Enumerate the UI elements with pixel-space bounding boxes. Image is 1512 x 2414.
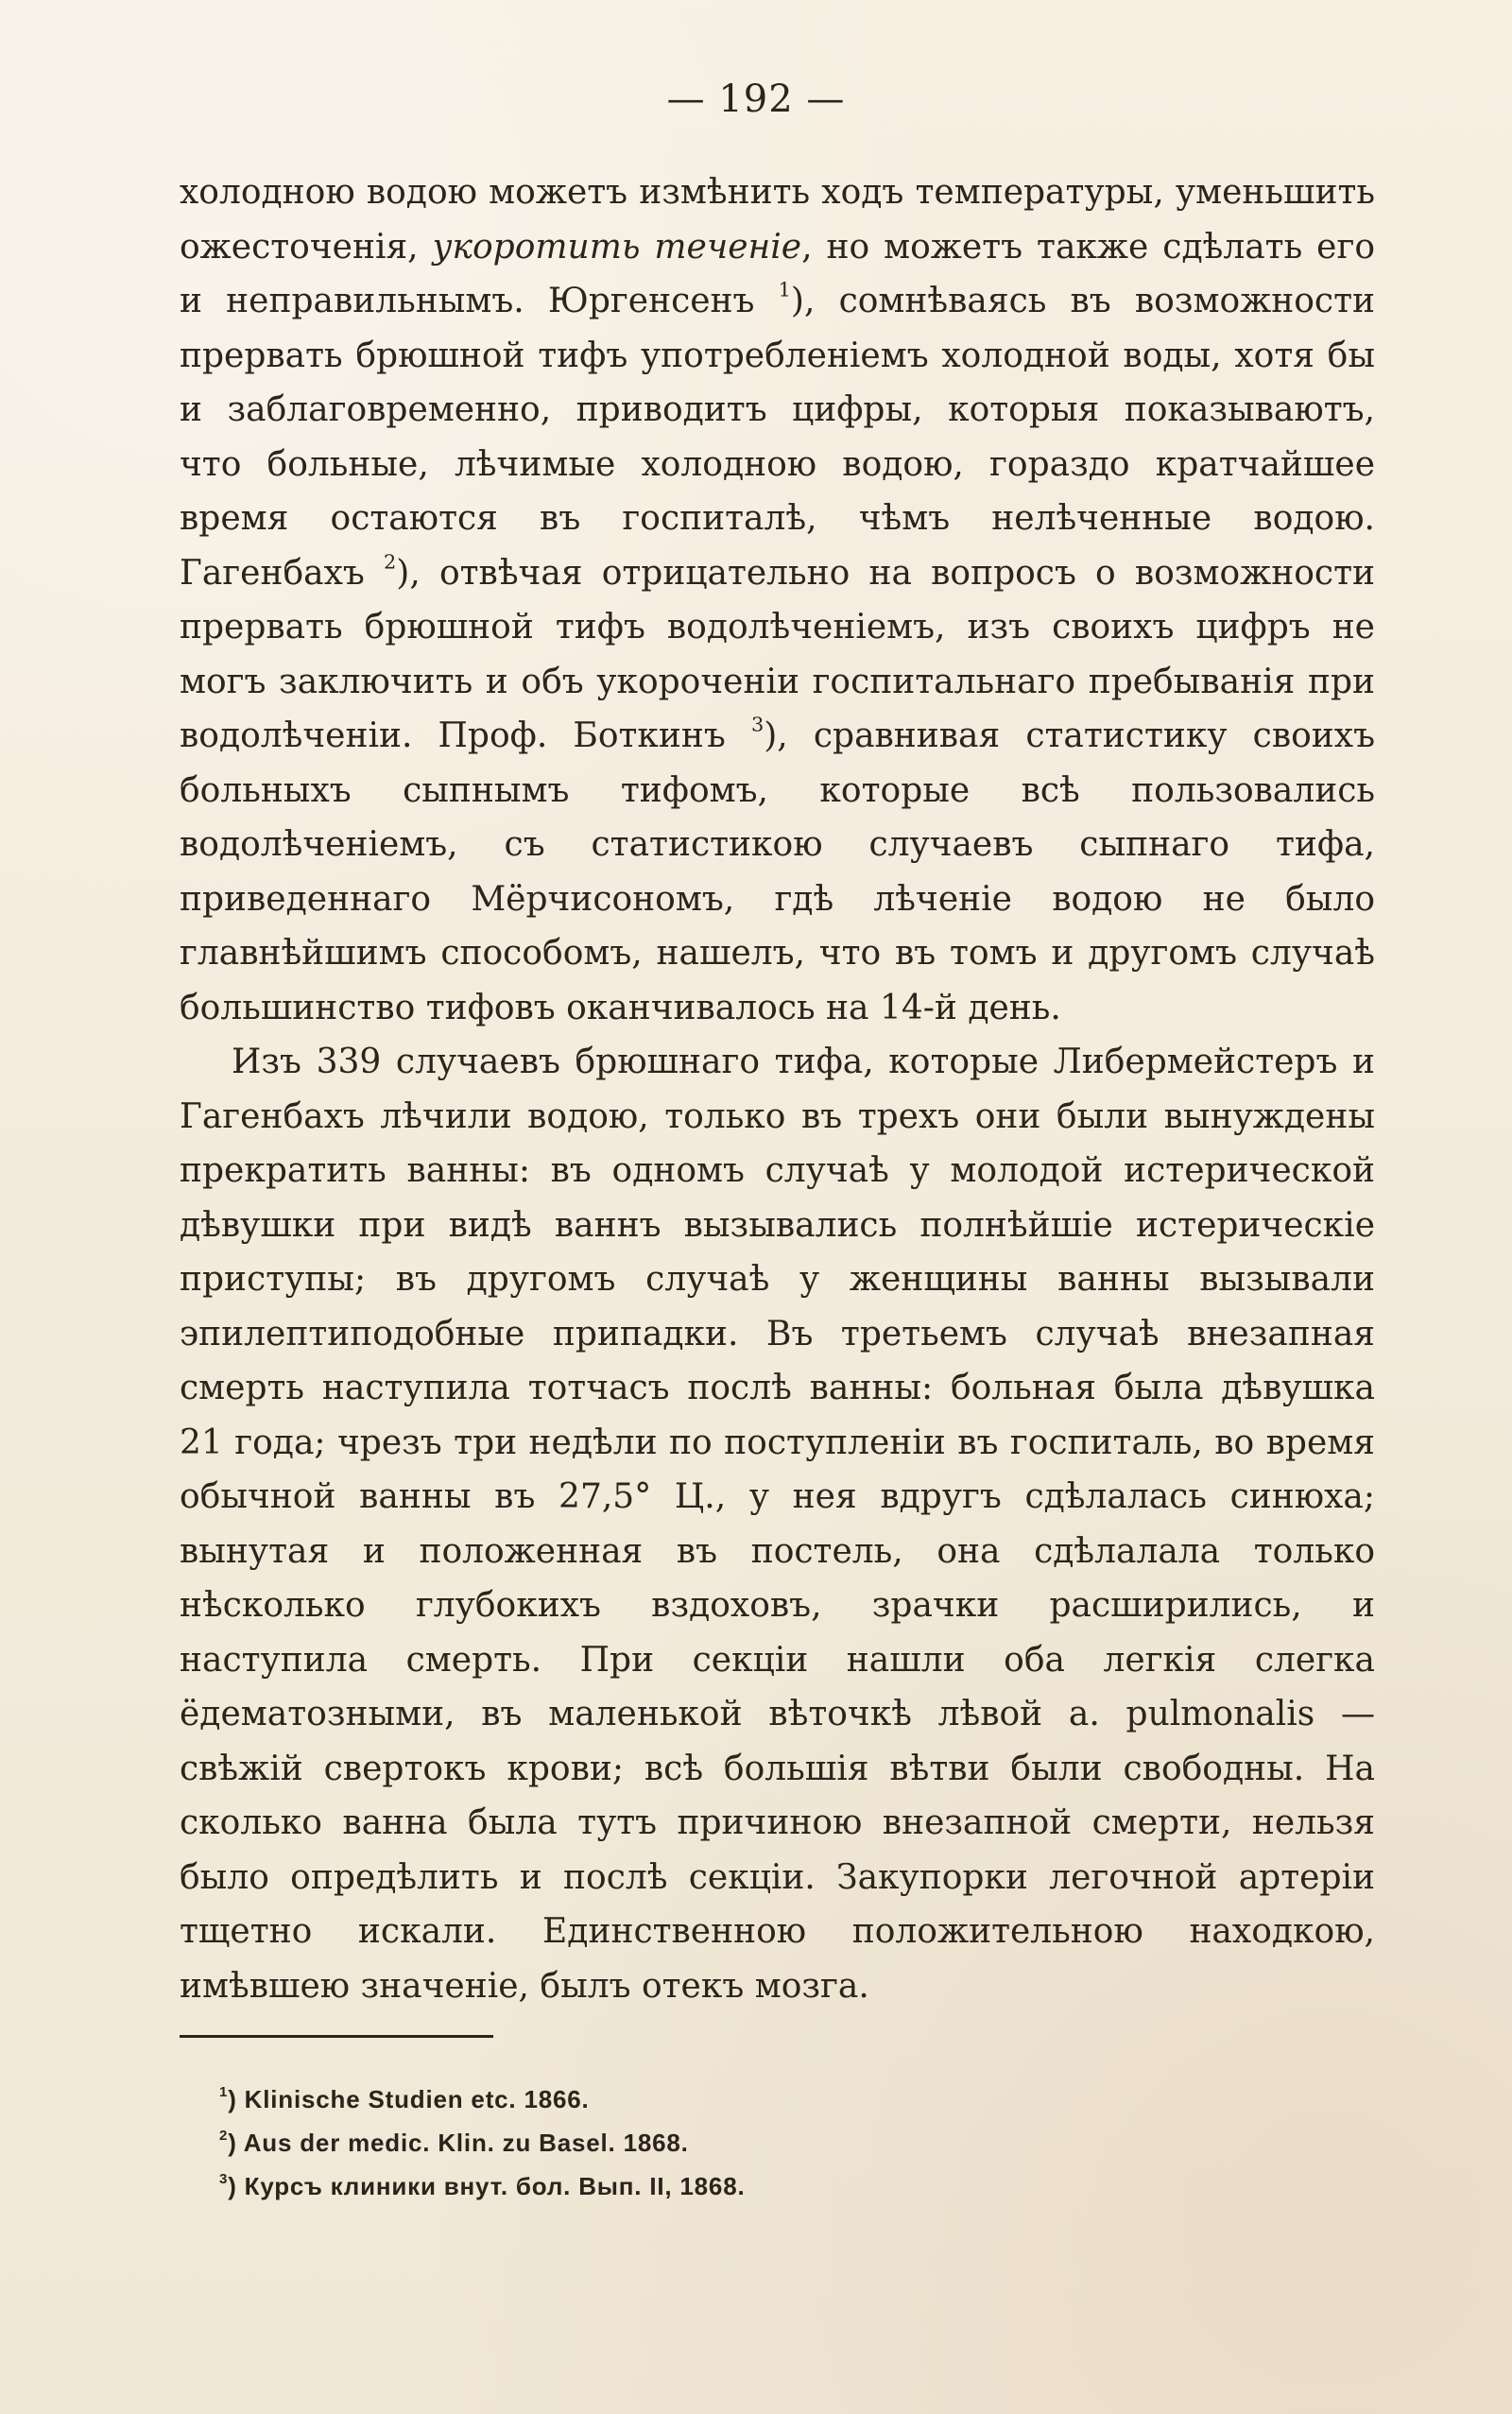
footnotes-list [219, 2078, 1145, 2208]
paragraph-1-text-part-1: холодною водою можетъ измѣнить ходъ температуры, уменьшить ожесточенія, [180, 173, 1375, 267]
footnote-reference-2: 2 [384, 549, 397, 573]
footnote-item-1 [219, 2078, 1145, 2121]
footnote-reference-3: 3 [750, 713, 765, 736]
footnote-marker-3: 3 [219, 2170, 229, 2187]
page-number: — 192 — [666, 78, 846, 121]
paragraph-1-text-part-4: ), отвѣчая отрицательно на вопросъ о возможности прервать брюшной тифъ водолѣченіемъ, изъ своихъ цифръ не могъ заключить и объ укороченіи госпитальнаго пребыванія при водолѣченіи. Проф. Боткинъ [180, 553, 1376, 755]
footnote-text-2: ) Aus der medic. Klin. zu Basel. 1868. [228, 2129, 689, 2157]
footnote-marker-2: 2 [219, 2127, 229, 2144]
main-text-block [180, 165, 1375, 2013]
footnote-separator-line [180, 2035, 493, 2038]
paragraph-1-text-part-3: ), сомнѣваясь въ возможности прервать брюшной тифъ употребленіемъ холодной воды, хотя бы и заблаговременно, приводитъ цифры, которыя показываютъ, что больные, лѣчимые холодною водою, гораздо кратчайшее время остаются въ госпиталѣ, чѣмъ нелѣченные водою. Гагенбахъ [180, 282, 1375, 593]
paragraph-1-text-part-5: ), сравнивая статистику своихъ больныхъ сыпнымъ тифомъ, которые всѣ пользовались водолѣченіемъ, съ статистикою случаевъ сыпнаго тифа, приведеннаго Мёрчисономъ, гдѣ лѣченіе водою не было главнѣйшимъ способомъ, нашелъ, что въ томъ и другомъ случаѣ большинство тифовъ оканчивалось на 14-й день. [180, 716, 1375, 1027]
footnote-reference-1: 1 [778, 278, 791, 302]
paragraph-1 [180, 165, 1375, 1035]
paragraph-2: Изъ 339 случаевъ брюшнаго тифа, которые Либермейстеръ и Гагенбахъ лѣчили водою, только въ трехъ они были вынуждены прекратить ванны: въ одномъ случаѣ у молодой истерической дѣвушки при видѣ ваннъ вызывались полнѣйшіе истерическіе приступы; въ другомъ случаѣ у женщины ванны вызывали эпилептиподобные припадки. Въ третьемъ случаѣ внезапная смерть наступила тотчасъ послѣ ванны: больная была дѣвушка 21 года; чрезъ три недѣли по поступленіи въ госпиталь, во время обычной ванны въ 27,5° Ц., у нея вдругъ сдѣлалась синюха; вынутая и положенная въ постель, она сдѣлалала только нѣсколько глубокихъ вздоховъ, зрачки расширились, и наступила смерть. При секціи нашли оба легкія слегка ёдематозными, въ маленькой вѣточкѣ лѣвой a. pulmonalis — свѣжій свертокъ крови; всѣ большія вѣтви были свободны. На сколько ванна была тутъ причиною внезапной смерти, нельзя было опредѣлить и послѣ секціи. Закупорки легочной артеріи тщетно искали. Единственною положительною находкою, имѣвшею значеніе, былъ отекъ мозга. [180, 1043, 1375, 2006]
footnote-item-3 [219, 2164, 1145, 2208]
footnote-marker-1: 1 [219, 2083, 229, 2100]
paragraph-1-italic-text: укоротить теченіе [432, 227, 802, 267]
footnote-text-3: ) Курсъ клиники внут. бол. Вып. II, 1868. [228, 2172, 746, 2200]
footnote-text-1: ) Klinische Studien etc. 1866. [228, 2085, 590, 2113]
footnote-item-2 [219, 2121, 1145, 2164]
paragraph-1-text-part-2: , но можетъ также сдѣлать его и неправильнымъ. Юргенсенъ [180, 227, 1375, 320]
